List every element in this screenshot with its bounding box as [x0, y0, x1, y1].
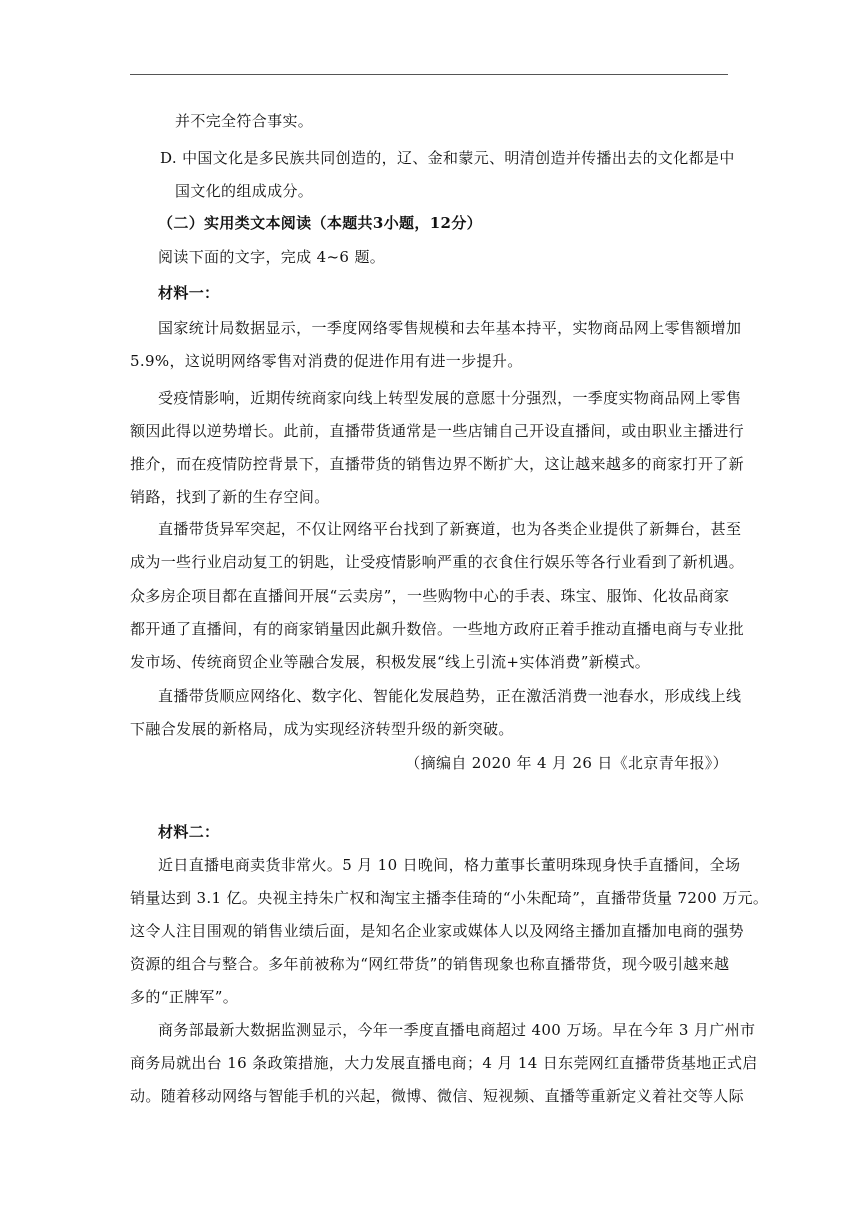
paragraph-line: 国家统计局数据显示，一季度网络零售规模和去年基本持平，实物商品网上零售额增加: [158, 319, 742, 337]
paragraph-line: 直播带货异军突起，不仅让网络平台找到了新赛道，也为各类企业提供了新舞台，甚至: [158, 520, 742, 538]
paragraph-line: 直播带货顺应网络化、数字化、智能化发展趋势，正在激活消费一池春水，形成线上线: [158, 687, 742, 705]
paragraph-line: 都开通了直播间，有的商家销量因此飙升数倍。一些地方政府正着手推动直播电商与专业批: [130, 620, 745, 638]
section-heading: （二）实用类文本阅读（本题共3小题，12分）: [158, 214, 483, 232]
paragraph-line: 销路，找到了新的生存空间。: [130, 488, 330, 506]
paragraph-line: 众多房企项目都在直播间开展“云卖房”，一些购物中心的手表、珠宝、服饰、化妆品商家: [130, 587, 730, 605]
paragraph-line: 成为一些行业启动复工的钥匙，让受疫情影响严重的衣食住行娱乐等各行业看到了新机遇。: [130, 553, 745, 571]
source-citation: （摘编自 2020 年 4 月 26 日《北京青年报》）: [405, 754, 728, 772]
paragraph-line: 推介，而在疫情防控背景下，直播带货的销售边界不断扩大，这让越来越多的商家打开了新: [130, 455, 745, 473]
paragraph-line: 5.9%，这说明网络零售对消费的促进作用有进一步提升。: [130, 352, 523, 370]
paragraph-line: 商务部最新大数据监测显示，今年一季度直播电商超过 400 万场。早在今年 3 月广州市: [158, 1021, 756, 1039]
paragraph-line: 资源的组合与整合。多年前被称为“网红带货”的销售现象也称直播带货，现今吸引越来越: [130, 955, 730, 973]
paragraph-line: 销量达到 3.1 亿。央视主持朱广权和淘宝主播李佳琦的“小朱配琦”，直播带货量 7200 万元。: [130, 889, 769, 907]
paragraph-line: 这令人注目围观的销售业绩后面，是知名企业家或媒体人以及网络主播加直播加电商的强势: [130, 922, 745, 940]
text-line: 并不完全符合事实。: [175, 112, 314, 130]
header-rule: [130, 74, 728, 75]
paragraph-line: 额因此得以逆势增长。此前，直播带货通常是一些店铺自己开设直播间，或由职业主播进行: [130, 422, 745, 440]
paragraph-line: 发市场、传统商贸企业等融合发展，积极发展“线上引流+实体消费”新模式。: [130, 653, 651, 671]
paragraph-line: 近日直播电商卖货非常火。5 月 10 日晚间，格力董事长董明珠现身快手直播间，全场: [158, 856, 741, 874]
instruction-line: 阅读下面的文字，完成 4~6 题。: [158, 248, 386, 266]
paragraph-line: 商务局就出台 16 条政策措施，大力发展直播电商；4 月 14 日东莞网红直播带货基地正式启: [130, 1054, 758, 1072]
paragraph-line: 动。随着移动网络与智能手机的兴起，微博、微信、短视频、直播等重新定义着社交等人际: [130, 1087, 745, 1105]
paragraph-line: 下融合发展的新格局，成为实现经济转型升级的新突破。: [130, 720, 514, 738]
paragraph-line: 受疫情影响，近期传统商家向线上转型发展的意愿十分强烈，一季度实物商品网上零售: [158, 389, 742, 407]
option-d-line: D. 中国文化是多民族共同创造的，辽、金和蒙元、明清创造并传播出去的文化都是中: [160, 149, 735, 167]
paragraph-line: 多的“正牌军”。: [130, 988, 239, 1006]
material-two-heading: 材料二：: [158, 823, 220, 841]
material-one-heading: 材料一：: [158, 284, 220, 302]
text-line: 国文化的组成成分。: [175, 182, 314, 200]
